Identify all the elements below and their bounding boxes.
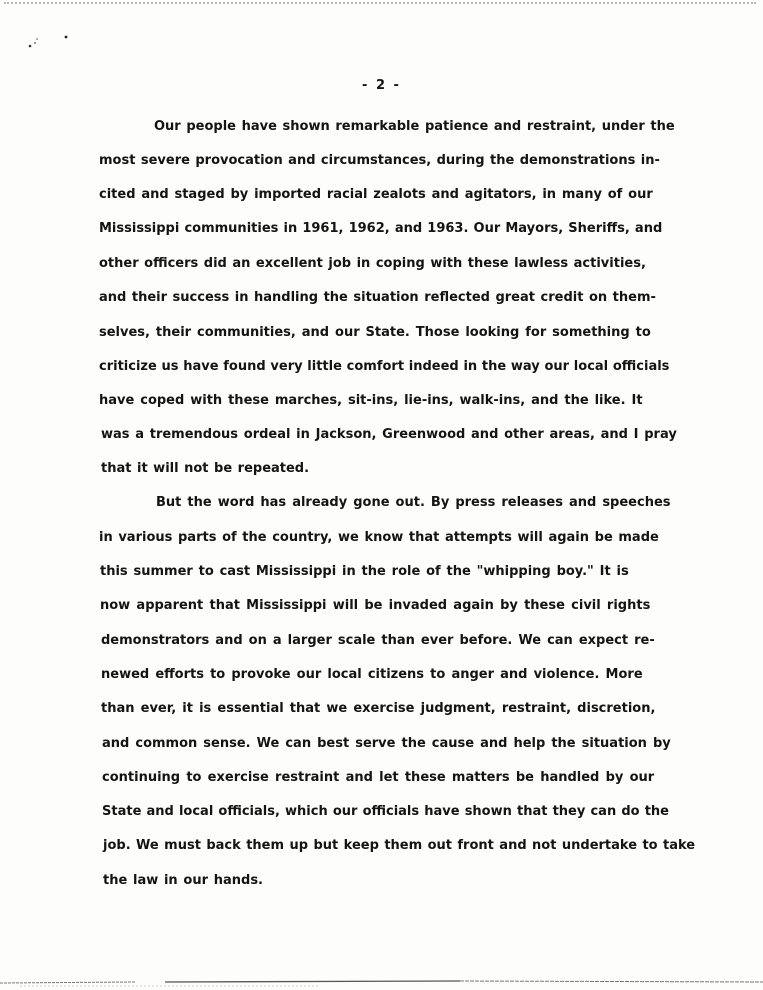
- paragraph-line: and common sense. We can best serve the cause and help the situation by: [102, 736, 671, 751]
- paragraph-line: cited and staged by imported racial zealots and agitators, in many of our: [99, 187, 653, 202]
- paragraph-line: continuing to exercise restraint and let these matters be handled by our: [102, 770, 655, 785]
- paragraph-line: But the word has already gone out. By press releases and speeches: [156, 495, 671, 510]
- paragraph-line: that it will not be repeated.: [101, 461, 310, 476]
- paragraph-line: have coped with these marches, sit-ins, lie-ins, walk-ins, and the like. It: [99, 393, 643, 408]
- paragraph-line: newed efforts to provoke our local citizens to anger and violence. More: [101, 667, 643, 682]
- paragraph-line: demonstrators and on a larger scale than ever before. We can expect re-: [101, 633, 655, 648]
- paragraph-line: in various parts of the country, we know that attempts will again be made: [99, 530, 659, 545]
- scan-specks: [26, 34, 76, 50]
- paragraph-line: criticize us have found very little comfort indeed in the way our local officials: [99, 359, 670, 374]
- paragraph-line: this summer to cast Mississippi in the role of the "whipping boy." It is: [100, 564, 629, 579]
- paragraph-line: State and local officials, which our officials have shown that they can do the: [102, 804, 669, 819]
- paragraph-line: and their success in handling the situation reflected great credit on them-: [99, 290, 656, 305]
- top-scan-rule: [4, 2, 756, 4]
- paragraph-line: was a tremendous ordeal in Jackson, Greenwood and other areas, and I pray: [101, 427, 677, 442]
- paragraph-line: than ever, it is essential that we exercise judgment, restraint, discretion,: [101, 701, 656, 716]
- paragraph-line: Mississippi communities in 1961, 1962, and 1963. Our Mayors, Sheriffs, and: [99, 221, 663, 236]
- paragraph-line: the law in our hands.: [103, 873, 264, 888]
- page-number: - 2 -: [362, 78, 401, 93]
- paragraph-line: most severe provocation and circumstances, during the demonstrations in-: [99, 153, 660, 168]
- paragraph-line: other officers did an excellent job in coping with these lawless activities,: [99, 256, 646, 271]
- paragraph-line: selves, their communities, and our State. Those looking for something to: [99, 325, 651, 340]
- paragraph-line: job. We must back them up but keep them out front and not undertake to take: [103, 838, 696, 853]
- paragraph-line: now apparent that Mississippi will be invaded again by these civil rights: [100, 598, 651, 613]
- bottom-scan-rule: [0, 974, 763, 988]
- paragraph-line: Our people have shown remarkable patience and restraint, under the: [154, 119, 675, 134]
